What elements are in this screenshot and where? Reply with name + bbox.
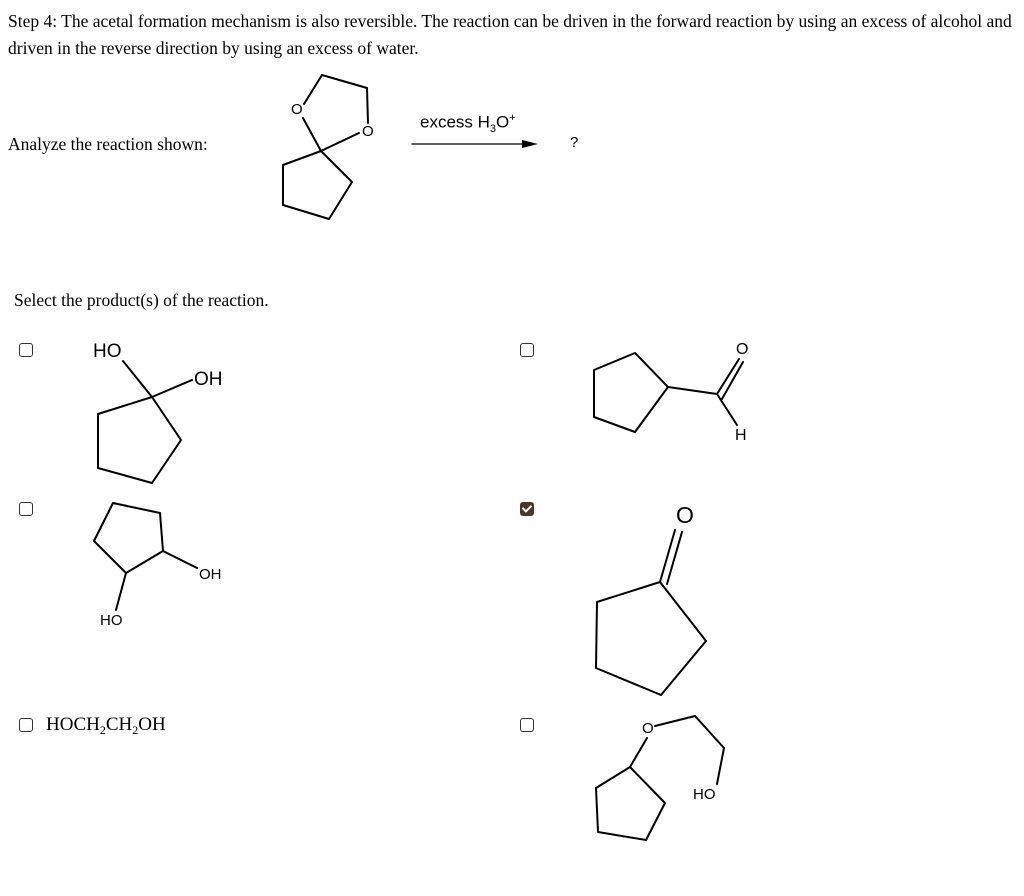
option-a-label-ho: HO: [93, 341, 122, 362]
option-a-checkbox[interactable]: [19, 343, 33, 357]
option-c-label-ho: HO: [100, 612, 123, 629]
select-prompt: Select the product(s) of the reaction.: [14, 290, 269, 310]
option-d-checkbox[interactable]: [520, 502, 534, 516]
option-c-checkbox[interactable]: [19, 502, 33, 516]
reagent-label: excess $H_3O^+$: [420, 112, 516, 136]
option-a-label-oh: OH: [194, 369, 223, 390]
option-e-checkbox[interactable]: [19, 718, 33, 732]
reactant-oxygen-1: O: [291, 101, 303, 118]
option-b-label-h: H: [735, 427, 747, 444]
unknown-product: ?: [570, 134, 579, 151]
option-f-checkbox[interactable]: [520, 718, 534, 732]
reactant-oxygen-2: O: [362, 123, 374, 140]
option-b-checkbox[interactable]: [520, 343, 534, 357]
option-d-label-o: O: [676, 502, 694, 528]
question-intro: Step 4: The acetal formation mechanism is also reversible. The reaction can be driven in the forward reaction by using an excess of alcohol and driven in the reverse direction by using an excess of water.: [8, 11, 1012, 58]
option-f-label-o: O: [642, 720, 654, 737]
analyze-prompt: Analyze the reaction shown:: [8, 134, 208, 154]
option-e-formula: $HOCH_2CH_2OH$: [46, 714, 166, 737]
option-b-label-o: O: [736, 341, 749, 358]
option-c-label-oh: OH: [199, 566, 222, 583]
option-f-label-ho: HO: [693, 786, 716, 803]
